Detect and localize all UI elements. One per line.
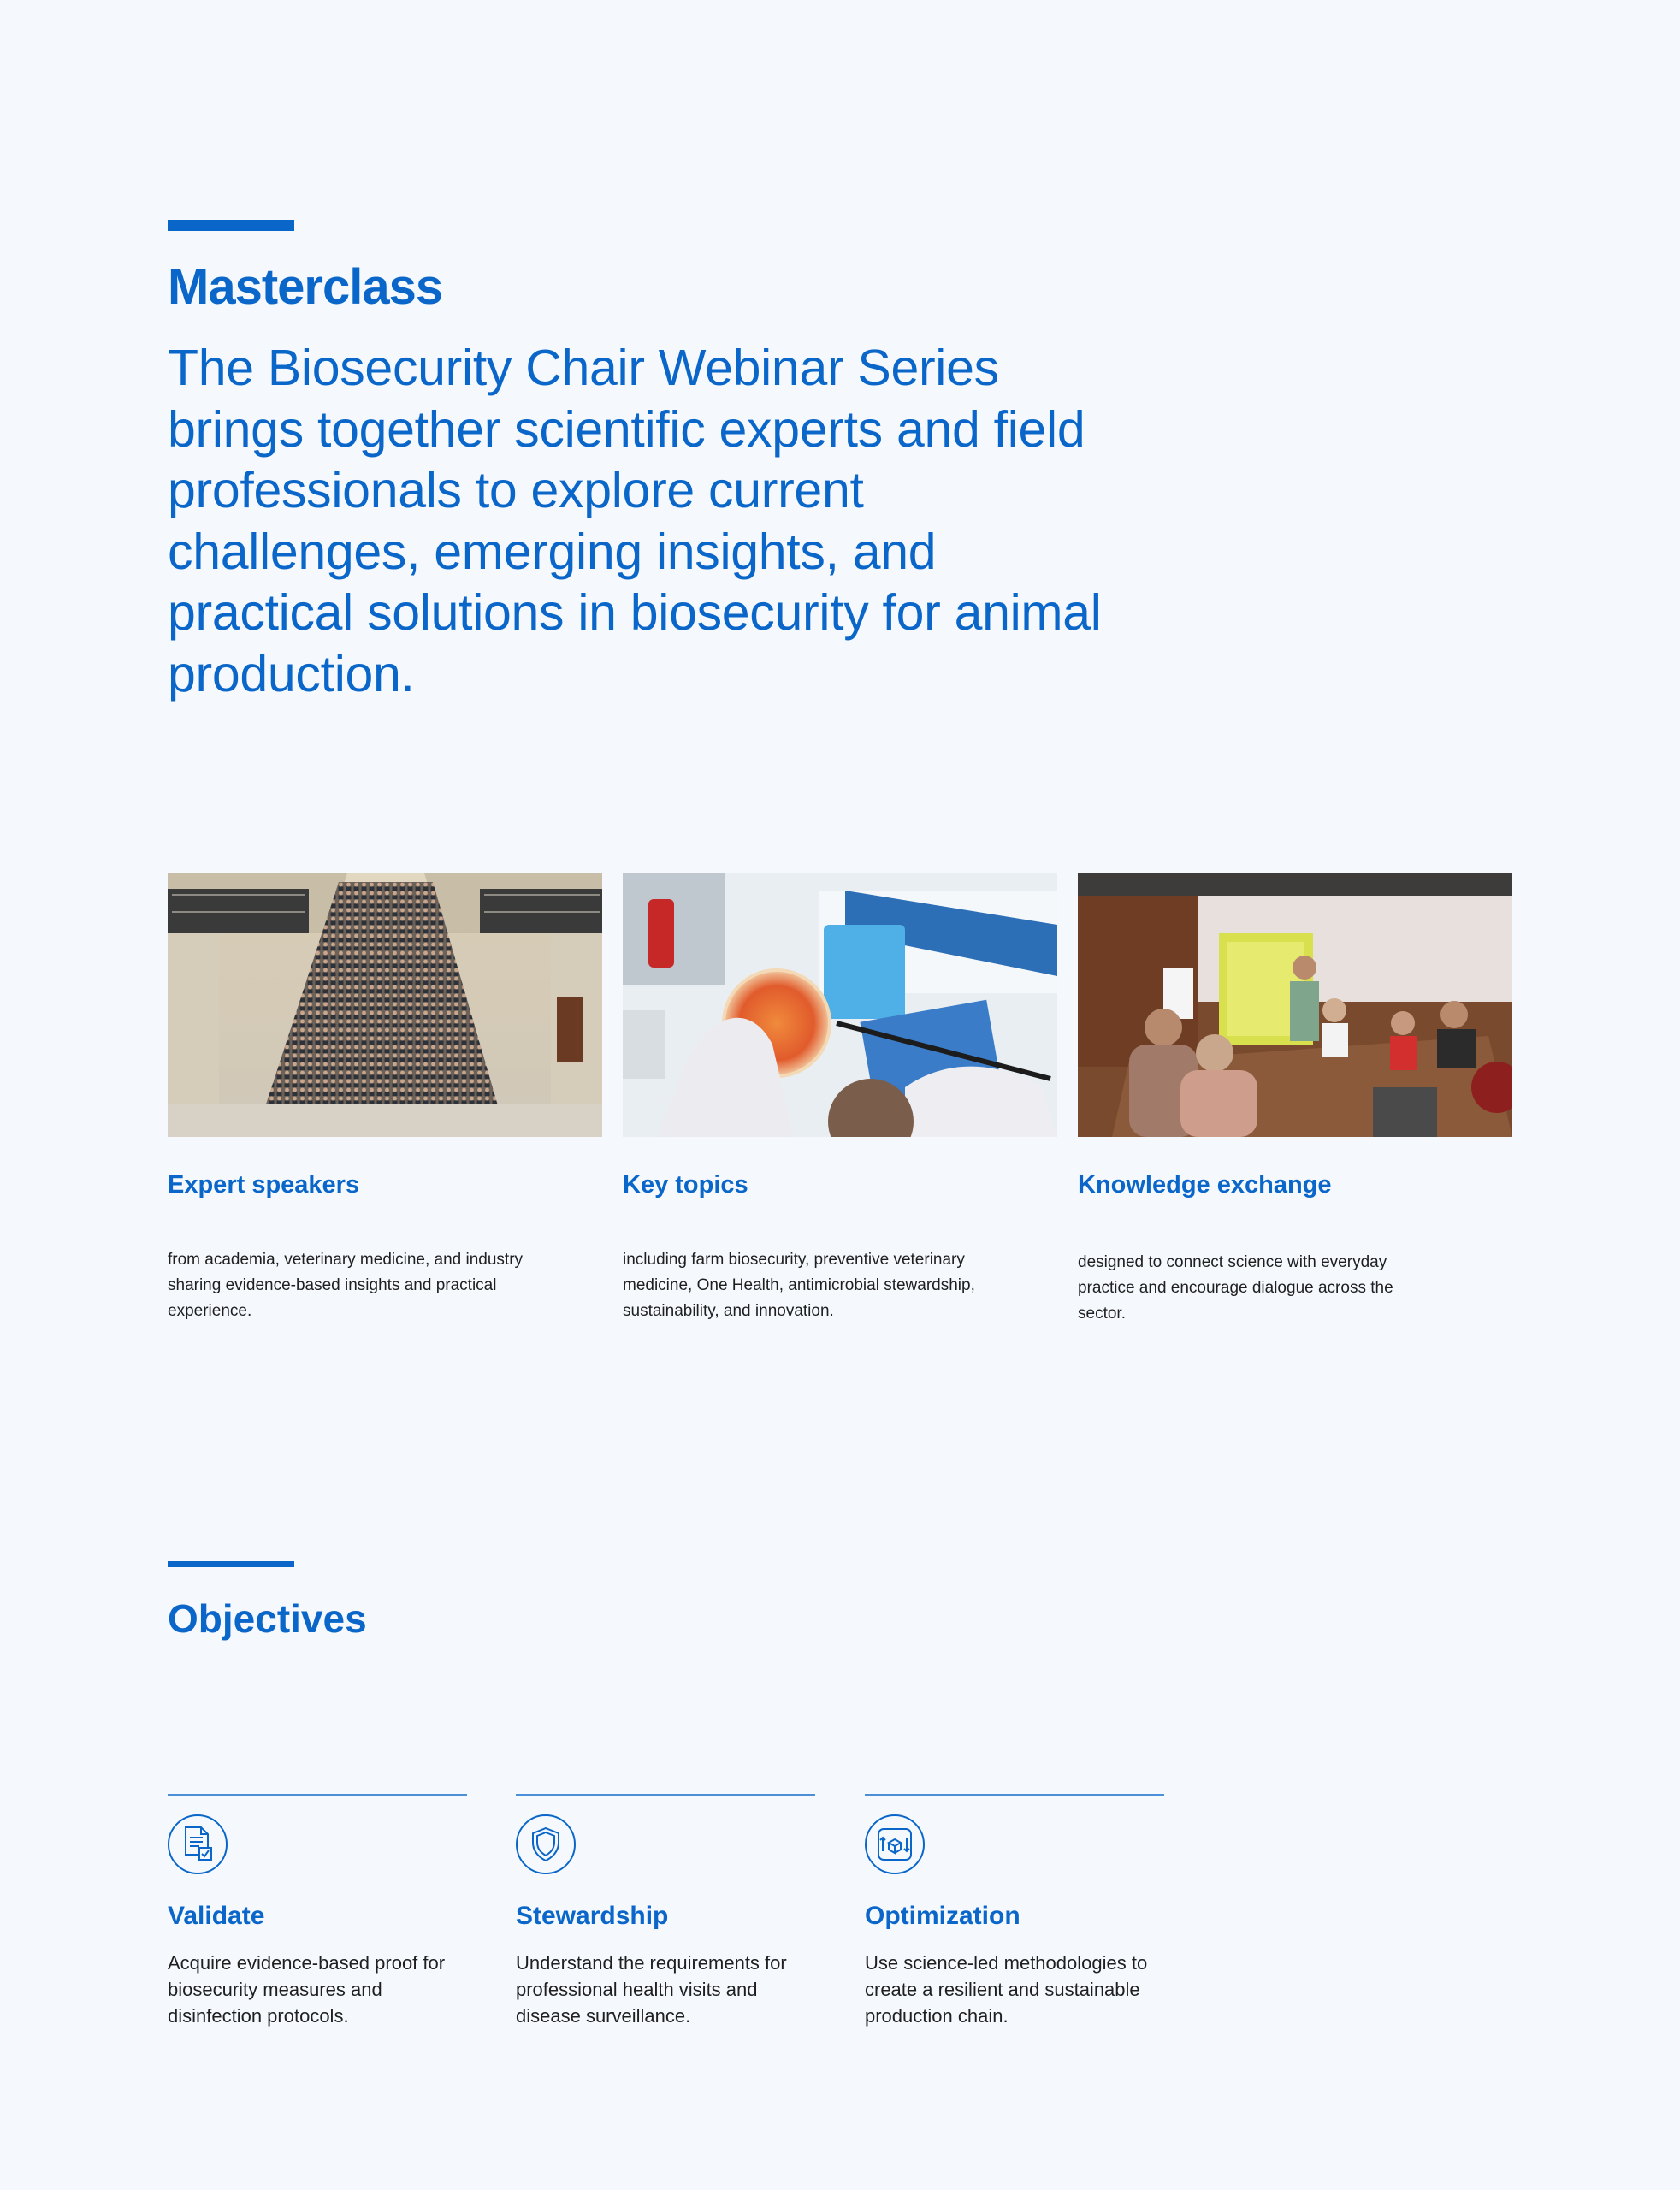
intro-paragraph: The Biosecurity Chair Webinar Series brings together scientific experts and field professionals to explore current challenges, emerging insights, and practical solutions in biosecurity for animal production. bbox=[168, 340, 1102, 702]
card-expert-speakers bbox=[168, 873, 602, 1320]
document-check-icon bbox=[168, 1814, 228, 1874]
meeting-room-photo bbox=[1078, 873, 1512, 1137]
objectives-accent-bar bbox=[168, 1561, 294, 1567]
card-title: Knowledge exchange bbox=[1078, 1171, 1332, 1199]
divider bbox=[865, 1794, 1164, 1796]
objective-title: Validate bbox=[168, 1902, 265, 1930]
objective-description: Understand the requirements for professional health visits and disease surveillance. bbox=[516, 1952, 787, 2027]
card-description: from academia, veterinary medicine, and industry sharing evidence-based insights and practical experience. bbox=[168, 1251, 524, 1320]
objective-description: Acquire evidence-based proof for biosecurity measures and disinfection protocols. bbox=[168, 1952, 446, 2027]
objective-title: Optimization bbox=[865, 1902, 1020, 1930]
section-title-masterclass: Masterclass bbox=[168, 259, 443, 315]
card-description: designed to connect science with everyday practice and encourage dialogue across the sector. bbox=[1078, 1253, 1393, 1323]
objective-validate bbox=[168, 1794, 467, 2029]
objective-stewardship bbox=[516, 1794, 815, 2029]
lab-petri-dish-photo bbox=[623, 873, 1057, 1137]
card-knowledge-exchange bbox=[1078, 873, 1512, 1323]
card-description: including farm biosecurity, preventive veterinary medicine, One Health, antimicrobial stewardship, sustainability, and innovation. bbox=[623, 1251, 975, 1320]
divider bbox=[168, 1794, 467, 1796]
objective-title: Stewardship bbox=[516, 1902, 669, 1930]
group-photo bbox=[168, 873, 602, 1137]
objective-optimization bbox=[865, 1794, 1164, 2029]
card-title: Key topics bbox=[623, 1171, 748, 1199]
divider bbox=[516, 1794, 815, 1796]
section-title-objectives: Objectives bbox=[168, 1596, 367, 1641]
shield-icon bbox=[516, 1814, 576, 1874]
card-title: Expert speakers bbox=[168, 1171, 360, 1199]
cycle-boxes-icon bbox=[865, 1814, 925, 1874]
masterclass-accent-bar bbox=[168, 220, 294, 231]
objective-description: Use science-led methodologies to create a resilient and sustainable production chain. bbox=[865, 1952, 1148, 2027]
card-key-topics bbox=[623, 873, 1057, 1320]
